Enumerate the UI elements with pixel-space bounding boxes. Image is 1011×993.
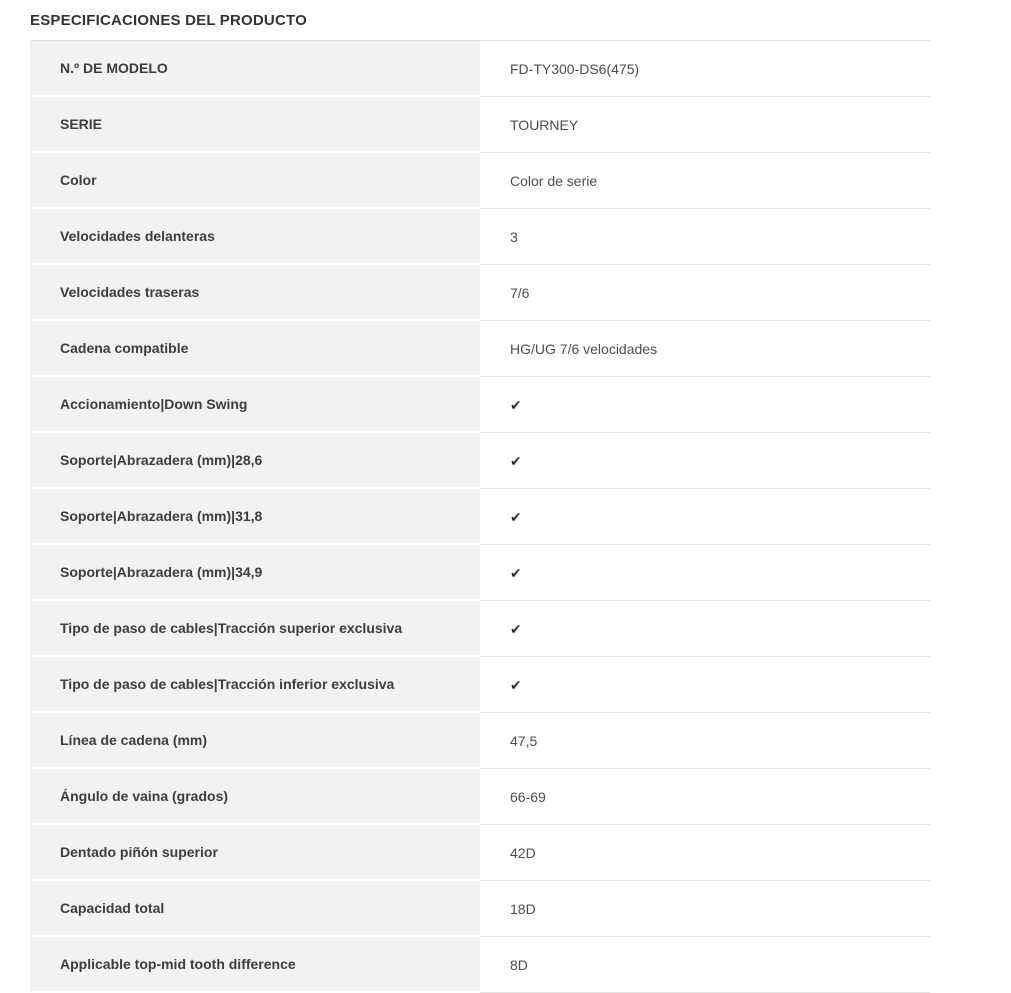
spec-value: 7/6 — [480, 265, 930, 321]
spec-row-color — [30, 153, 930, 209]
spec-value: 47,5 — [480, 713, 930, 769]
spec-row-front-speeds — [30, 209, 930, 265]
spec-value — [480, 433, 930, 489]
spec-value: HG/UG 7/6 velocidades — [480, 321, 930, 377]
check-mark-icon: ✔ — [510, 620, 522, 637]
check-mark-icon: ✔ — [510, 508, 522, 525]
spec-row-top-gear-teeth — [30, 825, 930, 881]
spec-value: 42D — [480, 825, 930, 881]
spec-value — [480, 545, 930, 601]
check-mark-icon: ✔ — [510, 452, 522, 469]
spec-row-series — [30, 97, 930, 153]
spec-row-top-routing — [30, 601, 930, 657]
spec-row-rear-speeds — [30, 265, 930, 321]
spec-value: 18D — [480, 881, 930, 937]
specs-section-title: ESPECIFICACIONES DEL PRODUCTO — [30, 12, 307, 29]
spec-label: Applicable top-mid tooth difference — [30, 937, 480, 993]
spec-row-compatible-chain — [30, 321, 930, 377]
spec-label: Soporte|Abrazadera (mm)|28,6 — [30, 433, 480, 489]
spec-label: N.º DE MODELO — [30, 41, 480, 97]
spec-value: FD-TY300-DS6(475) — [480, 41, 930, 97]
spec-value: Color de serie — [480, 153, 930, 209]
spec-label: Cadena compatible — [30, 321, 480, 377]
spec-label: Capacidad total — [30, 881, 480, 937]
spec-value — [480, 489, 930, 545]
spec-row-total-capacity — [30, 881, 930, 937]
spec-label: Velocidades delanteras — [30, 209, 480, 265]
spec-label: Accionamiento|Down Swing — [30, 377, 480, 433]
spec-value — [480, 377, 930, 433]
spec-row-down-swing — [30, 377, 930, 433]
spec-label: Tipo de paso de cables|Tracción superior exclusiva — [30, 601, 480, 657]
spec-label: SERIE — [30, 97, 480, 153]
spec-value: TOURNEY — [480, 97, 930, 153]
spec-row-clamp-28-6 — [30, 433, 930, 489]
spec-row-bottom-routing — [30, 657, 930, 713]
spec-value: 66-69 — [480, 769, 930, 825]
spec-label: Ángulo de vaina (grados) — [30, 769, 480, 825]
spec-label: Tipo de paso de cables|Tracción inferior exclusiva — [30, 657, 480, 713]
spec-label: Soporte|Abrazadera (mm)|34,9 — [30, 545, 480, 601]
spec-row-tooth-difference — [30, 937, 930, 993]
spec-value — [480, 657, 930, 713]
spec-label: Dentado piñón superior — [30, 825, 480, 881]
spec-row-clamp-34-9 — [30, 545, 930, 601]
spec-label: Color — [30, 153, 480, 209]
spec-label: Soporte|Abrazadera (mm)|31,8 — [30, 489, 480, 545]
spec-value — [480, 601, 930, 657]
spec-value: 3 — [480, 209, 930, 265]
spec-row-model-number — [30, 41, 930, 97]
spec-row-chainstay-angle — [30, 769, 930, 825]
spec-label: Línea de cadena (mm) — [30, 713, 480, 769]
check-mark-icon: ✔ — [510, 676, 522, 693]
check-mark-icon: ✔ — [510, 564, 522, 581]
spec-value: 8D — [480, 937, 930, 993]
spec-row-chain-line — [30, 713, 930, 769]
specs-table — [30, 40, 930, 993]
spec-row-clamp-31-8 — [30, 489, 930, 545]
check-mark-icon: ✔ — [510, 396, 522, 413]
spec-label: Velocidades traseras — [30, 265, 480, 321]
